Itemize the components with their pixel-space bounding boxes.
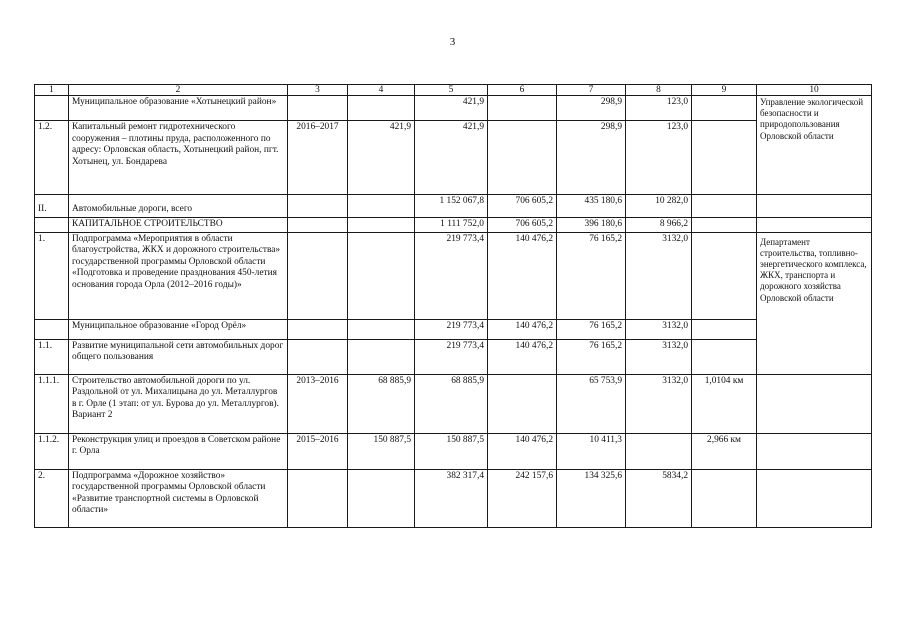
column-header: 10 bbox=[757, 85, 872, 96]
row-number: 1.2. bbox=[35, 121, 69, 195]
row-col9 bbox=[692, 96, 757, 121]
row-col6: 140 476,2 bbox=[488, 232, 557, 319]
row-name: Подпрограмма «Мероприятия в области благоустройства, ЖКХ и дорожного строительства» государственной программы Орловской области «Подготовка и проведение празднования 450-летия основания города Орла (2012–2016 годы)» bbox=[69, 232, 288, 319]
table-row bbox=[35, 96, 872, 121]
column-header: 1 bbox=[35, 85, 69, 96]
row-col7: 76 165,2 bbox=[557, 339, 626, 374]
row-col5: 421,9 bbox=[415, 121, 488, 195]
table-header-row bbox=[35, 85, 872, 96]
row-col6: 140 476,2 bbox=[488, 339, 557, 374]
row-col7: 298,9 bbox=[557, 96, 626, 121]
row-col7: 298,9 bbox=[557, 121, 626, 195]
row-col9 bbox=[692, 469, 757, 527]
responsible-agency-empty bbox=[757, 469, 872, 527]
row-col9: 1,0104 км bbox=[692, 374, 757, 433]
row-col8: 123,0 bbox=[626, 121, 692, 195]
row-col8: 3132,0 bbox=[626, 374, 692, 433]
row-col4: 150 887,5 bbox=[348, 433, 415, 469]
table-row bbox=[35, 218, 872, 233]
row-col8: 123,0 bbox=[626, 96, 692, 121]
row-col8 bbox=[626, 433, 692, 469]
row-number: II. bbox=[35, 195, 69, 218]
row-col9 bbox=[692, 218, 757, 233]
row-col8: 3132,0 bbox=[626, 232, 692, 319]
row-col6 bbox=[488, 121, 557, 195]
row-col4: 68 885,9 bbox=[348, 374, 415, 433]
responsible-agency-empty bbox=[757, 195, 872, 218]
row-period bbox=[288, 319, 348, 339]
column-header: 4 bbox=[348, 85, 415, 96]
table-row bbox=[35, 339, 872, 374]
row-col5: 421,9 bbox=[415, 96, 488, 121]
row-col7: 76 165,2 bbox=[557, 319, 626, 339]
row-col4 bbox=[348, 319, 415, 339]
row-name: Капитальный ремонт гидротехнического сооружения – плотины пруда, расположенного по адресу: Орловская область, Хотынецкий район, пгт. Хотынец, ул. Бондарева bbox=[69, 121, 288, 195]
table-row bbox=[35, 319, 872, 339]
column-header: 9 bbox=[692, 85, 757, 96]
row-number bbox=[35, 96, 69, 121]
row-col5: 219 773,4 bbox=[415, 339, 488, 374]
row-col5: 219 773,4 bbox=[415, 232, 488, 319]
row-col9 bbox=[692, 195, 757, 218]
row-period bbox=[288, 469, 348, 527]
row-col5: 382 317,4 bbox=[415, 469, 488, 527]
table-row bbox=[35, 374, 872, 433]
row-col9 bbox=[692, 232, 757, 319]
row-col6 bbox=[488, 374, 557, 433]
responsible-agency-empty bbox=[757, 374, 872, 433]
row-col8: 8 966,2 bbox=[626, 218, 692, 233]
responsible-agency: Управление экологической безопасности и природопользования Орловской области bbox=[757, 96, 872, 195]
row-number: 1.1.1. bbox=[35, 374, 69, 433]
row-period bbox=[288, 218, 348, 233]
row-col8: 10 282,0 bbox=[626, 195, 692, 218]
row-col4 bbox=[348, 195, 415, 218]
row-col7: 435 180,6 bbox=[557, 195, 626, 218]
row-col5: 1 111 752,0 bbox=[415, 218, 488, 233]
table-row bbox=[35, 232, 872, 319]
row-col4 bbox=[348, 218, 415, 233]
row-col5: 1 152 067,8 bbox=[415, 195, 488, 218]
row-col4 bbox=[348, 96, 415, 121]
column-header: 3 bbox=[288, 85, 348, 96]
row-col7: 396 180,6 bbox=[557, 218, 626, 233]
row-col7: 76 165,2 bbox=[557, 232, 626, 319]
row-col9 bbox=[692, 121, 757, 195]
row-col5: 150 887,5 bbox=[415, 433, 488, 469]
row-name: Автомобильные дороги, всего bbox=[69, 195, 288, 218]
row-col6: 706 605,2 bbox=[488, 195, 557, 218]
row-period bbox=[288, 195, 348, 218]
row-col5: 219 773,4 bbox=[415, 319, 488, 339]
row-col4 bbox=[348, 339, 415, 374]
row-name: Подпрограмма «Дорожное хозяйство» государственной программы Орловской области «Развитие транспортной системы в Орловской области» bbox=[69, 469, 288, 527]
column-header: 2 bbox=[69, 85, 288, 96]
row-number bbox=[35, 218, 69, 233]
row-name: Строительство автомобильной дороги по ул. Раздольной от ул. Михалицына до ул. Металлургов в г. Орле (1 этап: от ул. Бурова до ул. Металлургов). Вариант 2 bbox=[69, 374, 288, 433]
row-name: Муниципальное образование «Город Орёл» bbox=[69, 319, 288, 339]
row-col7: 65 753,9 bbox=[557, 374, 626, 433]
row-col8: 3132,0 bbox=[626, 339, 692, 374]
row-period bbox=[288, 339, 348, 374]
row-col7: 134 325,6 bbox=[557, 469, 626, 527]
row-col6: 706 605,2 bbox=[488, 218, 557, 233]
row-col4 bbox=[348, 232, 415, 319]
row-col9: 2,966 км bbox=[692, 433, 757, 469]
row-number: 2. bbox=[35, 469, 69, 527]
column-header: 8 bbox=[626, 85, 692, 96]
page-number: 3 bbox=[449, 36, 456, 48]
column-header: 6 bbox=[488, 85, 557, 96]
row-period: 2013–2016 bbox=[288, 374, 348, 433]
row-col5: 68 885,9 bbox=[415, 374, 488, 433]
row-number: 1.1. bbox=[35, 339, 69, 374]
row-col4: 421,9 bbox=[348, 121, 415, 195]
table-row bbox=[35, 121, 872, 195]
program-table bbox=[34, 84, 872, 528]
row-period: 2015–2016 bbox=[288, 433, 348, 469]
table-row bbox=[35, 195, 872, 218]
row-col9 bbox=[692, 339, 757, 374]
responsible-agency: Департамент строительства, топливно-энергетического комплекса, ЖКХ, транспорта и дорожного хозяйства Орловской области bbox=[757, 232, 872, 374]
row-period bbox=[288, 232, 348, 319]
row-col6: 140 476,2 bbox=[488, 319, 557, 339]
row-col6: 242 157,6 bbox=[488, 469, 557, 527]
row-period bbox=[288, 96, 348, 121]
row-period: 2016–2017 bbox=[288, 121, 348, 195]
row-number: 1. bbox=[35, 232, 69, 319]
row-col6: 140 476,2 bbox=[488, 433, 557, 469]
row-number bbox=[35, 319, 69, 339]
row-name: КАПИТАЛЬНОЕ СТРОИТЕЛЬСТВО bbox=[69, 218, 288, 233]
responsible-agency-empty bbox=[757, 218, 872, 233]
row-col8: 5834,2 bbox=[626, 469, 692, 527]
responsible-agency-empty bbox=[757, 433, 872, 469]
column-header: 5 bbox=[415, 85, 488, 96]
row-col7: 10 411,3 bbox=[557, 433, 626, 469]
column-header: 7 bbox=[557, 85, 626, 96]
row-col6 bbox=[488, 96, 557, 121]
row-name: Муниципальное образование «Хотынецкий район» bbox=[69, 96, 288, 121]
row-col8: 3132,0 bbox=[626, 319, 692, 339]
table-row bbox=[35, 469, 872, 527]
row-number: 1.1.2. bbox=[35, 433, 69, 469]
row-name: Реконструкция улиц и проездов в Советском районе г. Орла bbox=[69, 433, 288, 469]
row-col9 bbox=[692, 319, 757, 339]
row-col4 bbox=[348, 469, 415, 527]
table-row bbox=[35, 433, 872, 469]
row-name: Развитие муниципальной сети автомобильных дорог общего пользования bbox=[69, 339, 288, 374]
